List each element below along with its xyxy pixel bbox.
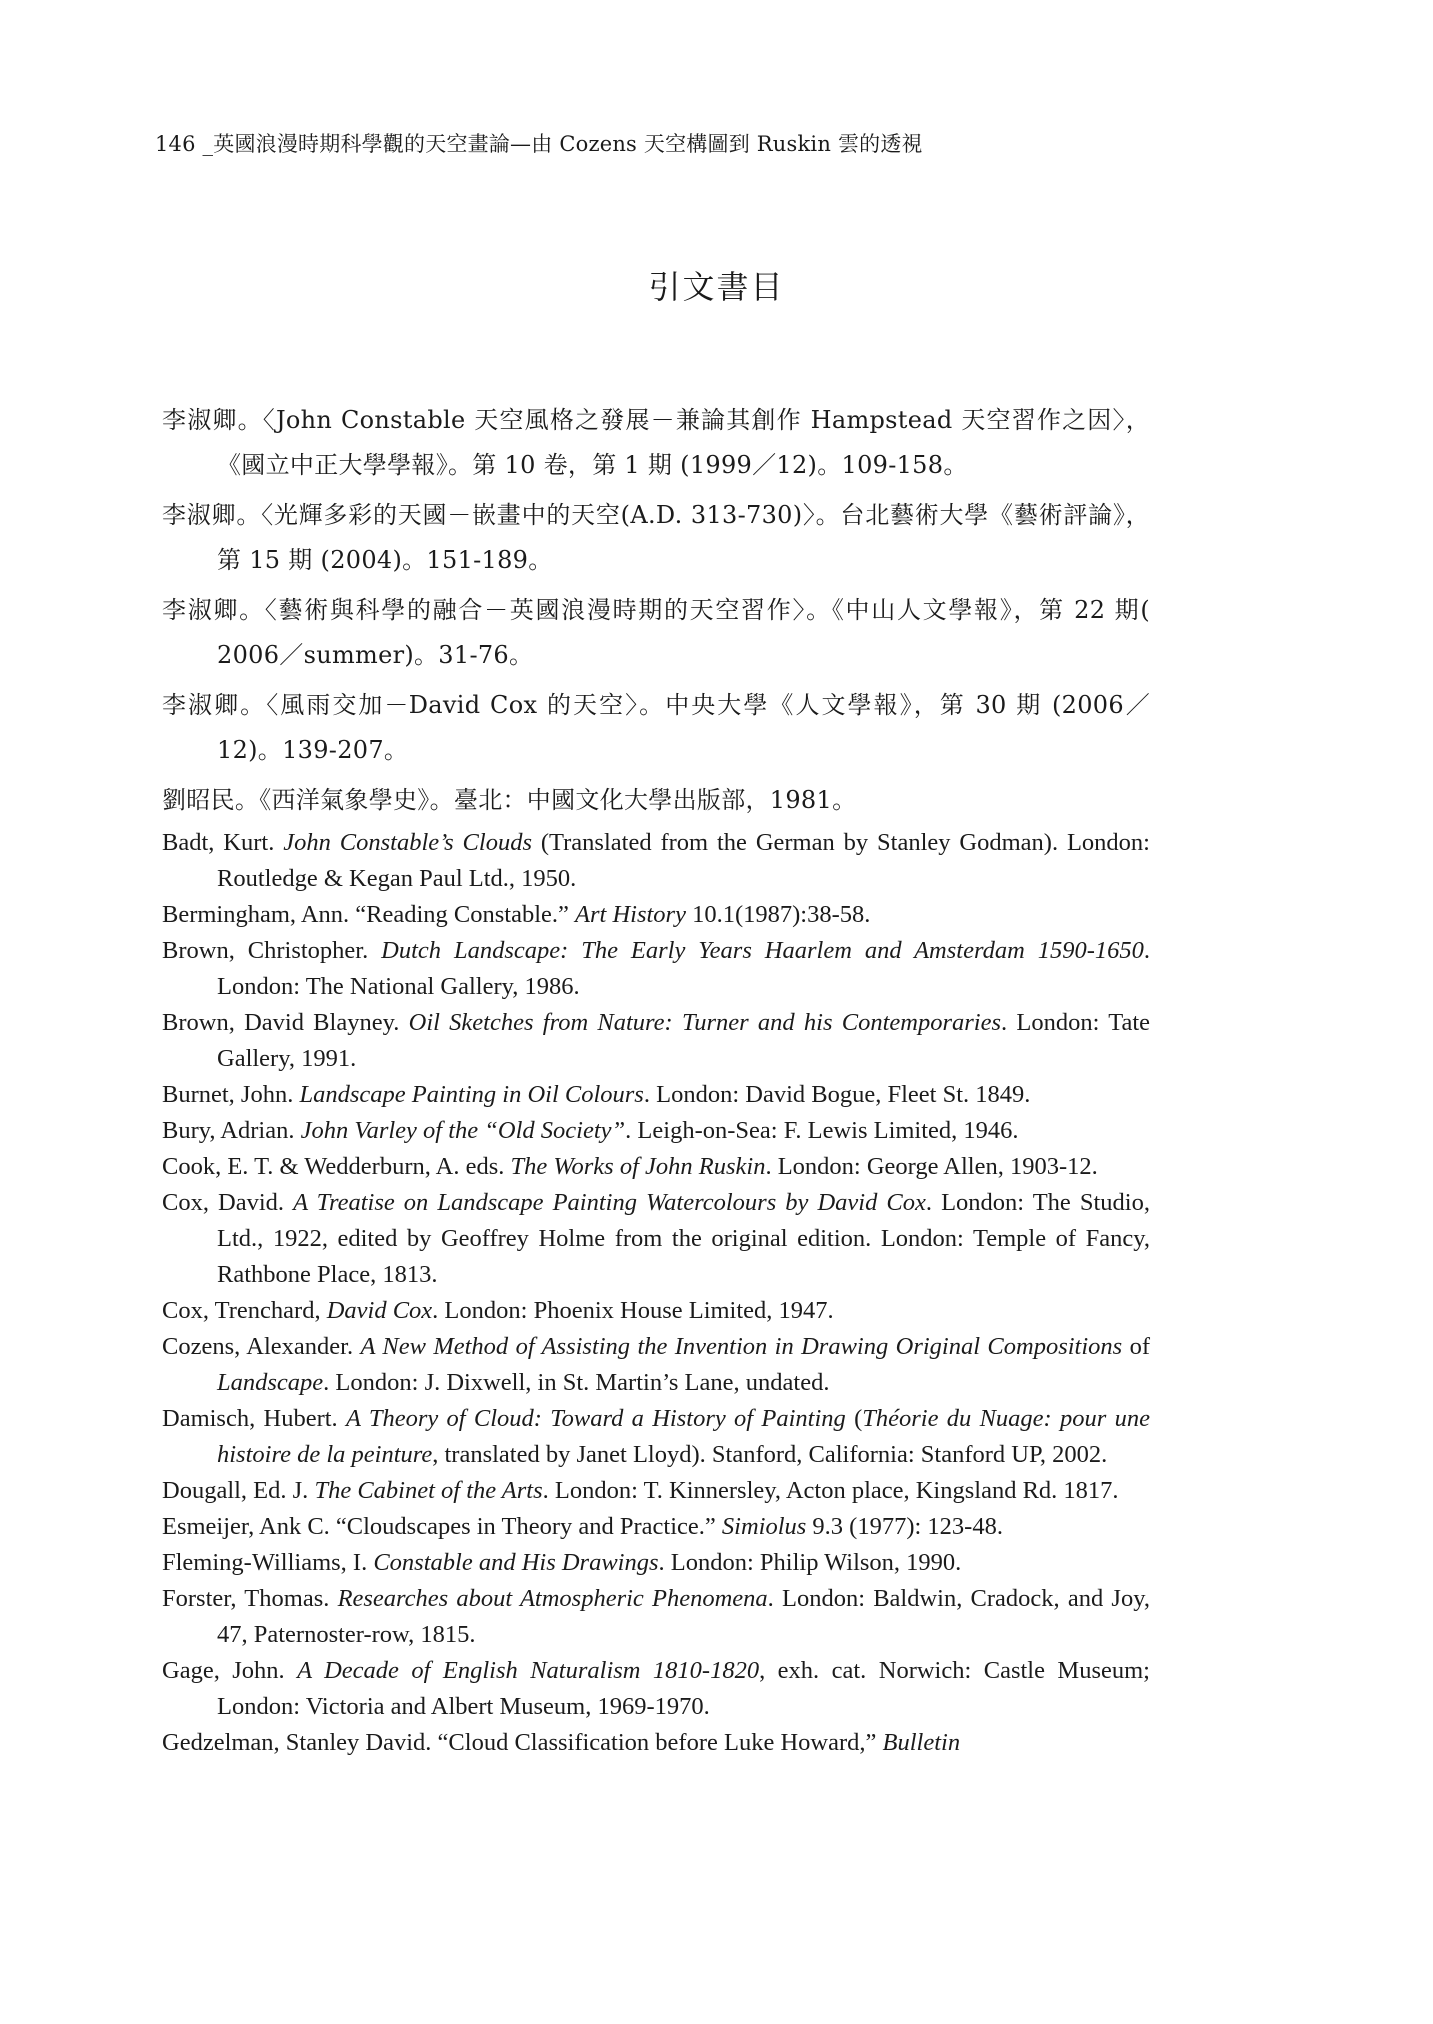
- entry-title-text: A Theory of Cloud: Toward a History of Painting: [346, 1405, 846, 1432]
- bibliography-entry: [162, 1401, 1150, 1473]
- entry-text: 李淑卿。〈光輝多彩的天國－嵌畫中的天空(A.D. 313-730)〉。台北藝術大學《藝術評論》，第 15 期 (2004)。151-189。: [162, 501, 1150, 574]
- entry-title-text: The Works of John Ruskin: [510, 1153, 766, 1180]
- entry-text: Burnet, John.: [162, 1081, 300, 1108]
- bibliography-entry: [162, 1185, 1150, 1293]
- running-header: 146 _英國浪漫時期科學觀的天空畫論—由 Cozens 天空構圖到 Ruskin 雲的透視: [155, 132, 923, 156]
- entry-text: of: [1122, 1333, 1150, 1360]
- entry-text: 李淑卿。〈藝術與科學的融合－英國浪漫時期的天空習作〉。《中山人文學報》，第 22 期( 2006／summer)。31-76。: [162, 596, 1150, 669]
- bibliography-entry: [162, 398, 1150, 488]
- bibliography-entry: [162, 778, 1150, 823]
- entry-text: Brown, Christopher.: [162, 937, 382, 964]
- entry-text: (Translated from the German by Stanley Godman). London: Routledge & Kegan Paul Ltd., 1950.: [217, 829, 1150, 892]
- entry-text: . London: The Studio, Ltd., 1922, edited by Geoffrey Holme from the original edition. London: Temple of Fancy, Rathbone Place, 1813.: [217, 1189, 1150, 1288]
- entry-text: (: [845, 1405, 863, 1432]
- entry-text: Gedzelman, Stanley David. “Cloud Classification before Luke Howard,”: [162, 1729, 883, 1756]
- entry-text: Esmeijer, Ank C. “Cloudscapes in Theory and Practice.”: [162, 1513, 722, 1540]
- entry-title-text: A New Method of Assisting the Invention in Drawing Original Compositions: [360, 1333, 1123, 1360]
- entry-title-text: A Decade of English Naturalism 1810-1820: [297, 1657, 760, 1684]
- bibliography-entry: [162, 1329, 1150, 1401]
- bibliography-entry: [162, 1293, 1150, 1329]
- entry-text: Cozens, Alexander.: [162, 1333, 361, 1360]
- entry-title-text: John Varley of the “Old Society”: [300, 1117, 626, 1144]
- bibliography-entry: [162, 1581, 1150, 1653]
- entry-text: Dougall, Ed. J.: [162, 1477, 315, 1504]
- section-title: 引文書目: [648, 268, 785, 306]
- entry-text: , exh. cat. Norwich: Castle Museum; London: Victoria and Albert Museum, 1969-1970.: [217, 1657, 1150, 1720]
- entry-text: Forster, Thomas.: [162, 1585, 338, 1612]
- entry-text: . Leigh-on-Sea: F. Lewis Limited, 1946.: [625, 1117, 1019, 1144]
- entry-text: . London: Phoenix House Limited, 1947.: [432, 1297, 834, 1324]
- entry-text: , translated by Janet Lloyd). Stanford, California: Stanford UP, 2002.: [432, 1441, 1108, 1468]
- bibliography-entry: [162, 933, 1150, 1005]
- bibliography-list: [162, 398, 1150, 1761]
- bibliography-entry: [162, 1509, 1150, 1545]
- entry-title-text: Landscape Painting in Oil Colours: [299, 1081, 644, 1108]
- entry-text: Gage, John.: [162, 1657, 298, 1684]
- entry-title-text: Théorie du Nuage: pour une histoire de la peinture: [217, 1405, 1150, 1468]
- entry-text: 劉昭民。《西洋氣象學史》。臺北：中國文化大學出版部，1981。: [162, 786, 857, 814]
- entry-text: . London: David Bogue, Fleet St. 1849.: [643, 1081, 1031, 1108]
- bibliography-entry: [162, 1653, 1150, 1725]
- bibliography-entry: [162, 825, 1150, 897]
- entry-title-text: The Cabinet of the Arts: [314, 1477, 543, 1504]
- entry-title-text: Art History: [575, 901, 686, 928]
- entry-text: 李淑卿。〈John Constable 天空風格之發展－兼論其創作 Hampstead 天空習作之因〉，《國立中正大學學報》。第 10 卷，第 1 期 (1999／12)。109-158。: [162, 406, 1150, 479]
- bibliography-entry: [162, 1473, 1150, 1509]
- bibliography-entry: [162, 683, 1150, 773]
- entry-title-text: David Cox: [326, 1297, 433, 1324]
- entry-text: . London: George Allen, 1903-12.: [765, 1153, 1098, 1180]
- bibliography-entry: [162, 588, 1150, 678]
- bibliography-entry: [162, 1005, 1150, 1077]
- bibliography-entry: [162, 897, 1150, 933]
- entry-text: . London: J. Dixwell, in St. Martin’s Lane, undated.: [323, 1369, 830, 1396]
- entry-title-text: Dutch Landscape: The Early Years Haarlem and Amsterdam 1590-1650: [381, 937, 1144, 964]
- entry-title-text: John Constable’s Clouds: [283, 829, 532, 856]
- entry-title-text: A Treatise on Landscape Painting Watercolours by David Cox: [293, 1189, 926, 1216]
- bibliography-entry: [162, 1113, 1150, 1149]
- entry-text: . London: Tate Gallery, 1991.: [217, 1009, 1151, 1072]
- entry-text: 李淑卿。〈風雨交加－David Cox 的天空〉。中央大學《人文學報》，第 30 期 (2006／12)。139-207。: [162, 691, 1150, 764]
- bibliography-entry: [162, 1725, 1150, 1761]
- bibliography-entry: [162, 1149, 1150, 1185]
- entry-title-text: Oil Sketches from Nature: Turner and his Contemporaries: [408, 1009, 1001, 1036]
- bibliography-entry: [162, 1545, 1150, 1581]
- entry-title-text: Constable and His Drawings: [373, 1549, 659, 1576]
- entry-text: Badt, Kurt.: [162, 829, 284, 856]
- entry-title-text: Simiolus: [721, 1513, 807, 1540]
- entry-title-text: Landscape: [217, 1369, 324, 1396]
- entry-text: Bury, Adrian.: [162, 1117, 301, 1144]
- entry-text: Bermingham, Ann. “Reading Constable.”: [162, 901, 576, 928]
- entry-text: Fleming-Williams, I.: [162, 1549, 374, 1576]
- entry-text: . London: The National Gallery, 1986.: [217, 937, 1150, 1000]
- entry-text: . London: Philip Wilson, 1990.: [658, 1549, 962, 1576]
- entry-text: 10.1(1987):38-58.: [685, 901, 871, 928]
- bibliography-entry: [162, 1077, 1150, 1113]
- entry-text: Brown, David Blayney.: [162, 1009, 409, 1036]
- entry-text: Cox, David.: [162, 1189, 294, 1216]
- bibliography-entry: [162, 493, 1150, 583]
- entry-text: Cox, Trenchard,: [162, 1297, 327, 1324]
- entry-text: . London: T. Kinnersley, Acton place, Kingsland Rd. 1817.: [542, 1477, 1119, 1504]
- entry-text: 9.3 (1977): 123-48.: [806, 1513, 1003, 1540]
- entry-text: Damisch, Hubert.: [162, 1405, 346, 1432]
- entry-title-text: Researches about Atmospheric Phenomena: [337, 1585, 768, 1612]
- entry-text: . London: Baldwin, Cradock, and Joy, 47, Paternoster-row, 1815.: [217, 1585, 1150, 1648]
- entry-text: Cook, E. T. & Wedderburn, A. eds.: [162, 1153, 511, 1180]
- entry-title-text: Bulletin: [882, 1729, 961, 1756]
